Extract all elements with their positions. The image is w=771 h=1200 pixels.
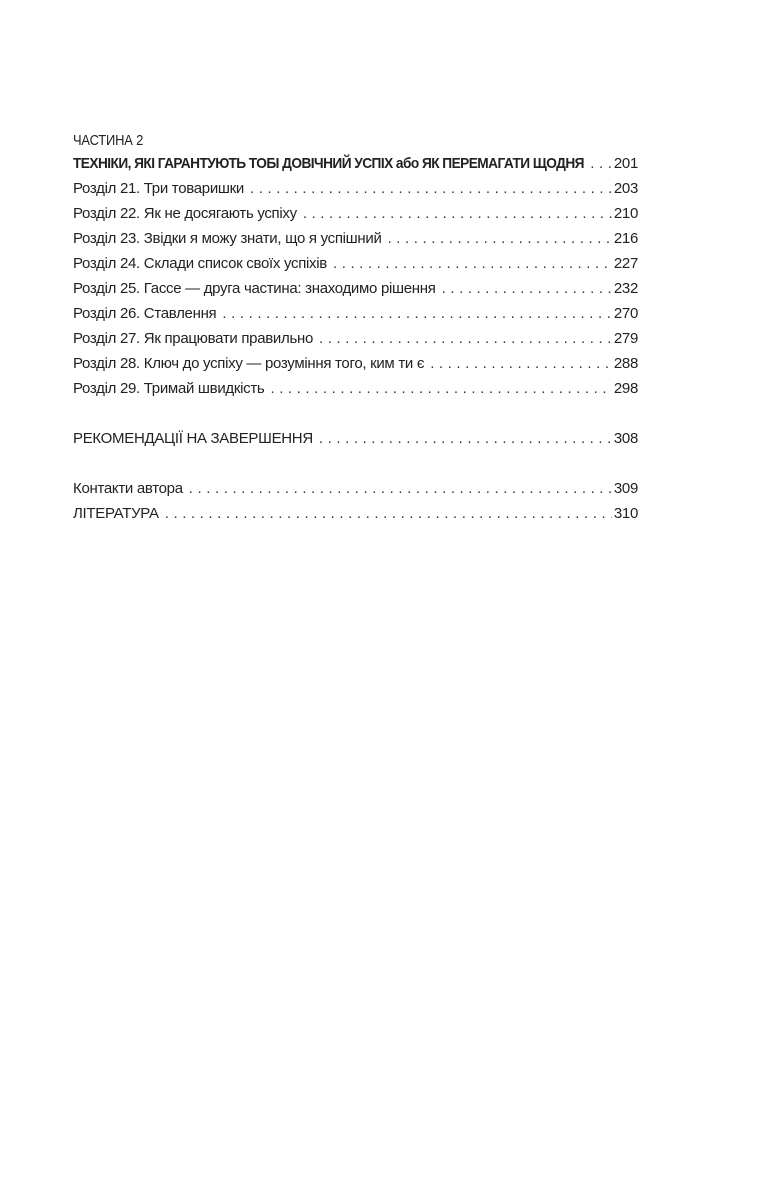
dot-leader <box>333 251 612 276</box>
chapter-title: Розділ 21. Три товаришки <box>73 180 244 197</box>
chapter-title: Розділ 25. Гассе — друга частина: знаходимо рішення <box>73 280 436 297</box>
toc-entry-recommendations <box>73 426 638 451</box>
chapter-title: Розділ 22. Як не досягають успіху <box>73 205 297 222</box>
chapter-title: Розділ 26. Ставлення <box>73 305 217 322</box>
section-spacer <box>73 401 638 426</box>
chapter-page-number: 270 <box>613 305 638 322</box>
chapter-page-number: 298 <box>613 380 638 397</box>
dot-leader <box>250 176 612 201</box>
recommendations-title: РЕКОМЕНДАЦІЇ НА ЗАВЕРШЕННЯ <box>73 430 313 447</box>
toc-entry-literature <box>73 501 638 526</box>
toc-entry-chapter-25 <box>73 276 638 301</box>
chapter-title: Розділ 27. Як працювати правильно <box>73 330 313 347</box>
author-contacts-title: Контакти автора <box>73 480 183 497</box>
chapter-page-number: 232 <box>613 280 638 297</box>
part-page-number: 201 <box>613 155 638 172</box>
chapter-page-number: 279 <box>613 330 638 347</box>
toc-entry-chapter-28 <box>73 351 638 376</box>
part-title-row <box>73 151 638 176</box>
chapter-page-number: 216 <box>613 230 638 247</box>
chapter-title: Розділ 29. Тримай швидкість <box>73 380 265 397</box>
section-spacer <box>73 451 638 476</box>
recommendations-page-number: 308 <box>613 430 638 447</box>
chapter-page-number: 227 <box>613 255 638 272</box>
chapter-page-number: 210 <box>613 205 638 222</box>
part-label: ЧАСТИНА 2 <box>73 132 144 149</box>
dot-leader <box>388 226 612 251</box>
chapter-title: Розділ 28. Ключ до успіху — розуміння того, ким ти є <box>73 355 425 372</box>
dot-leader <box>319 426 612 451</box>
dot-leader <box>442 276 612 301</box>
table-of-contents <box>73 131 638 526</box>
chapter-page-number: 203 <box>613 180 638 197</box>
toc-entry-chapter-26 <box>73 301 638 326</box>
toc-entry-chapter-22 <box>73 201 638 226</box>
chapter-title: Розділ 24. Склади список своїх успіхів <box>73 255 327 272</box>
chapter-page-number: 288 <box>613 355 638 372</box>
dot-leader <box>189 476 612 501</box>
dot-leader <box>590 151 612 176</box>
dot-leader <box>430 351 612 376</box>
toc-entry-chapter-23 <box>73 226 638 251</box>
author-contacts-page-number: 309 <box>613 480 638 497</box>
literature-page-number: 310 <box>613 505 638 522</box>
dot-leader <box>222 301 611 326</box>
toc-entry-chapter-24 <box>73 251 638 276</box>
part-title: ТЕХНІКИ, ЯКІ ГАРАНТУЮТЬ ТОБІ ДОВІЧНИЙ УСПІХ або ЯК ПЕРЕМАГАТИ ЩОДНЯ <box>73 155 584 172</box>
dot-leader <box>165 501 612 526</box>
dot-leader <box>270 376 611 401</box>
literature-title: ЛІТЕРАТУРА <box>73 505 159 522</box>
toc-entry-chapter-29 <box>73 376 638 401</box>
toc-entry-author-contacts <box>73 476 638 501</box>
chapter-title: Розділ 23. Звідки я можу знати, що я успішний <box>73 230 382 247</box>
toc-entry-chapter-21 <box>73 176 638 201</box>
dot-leader <box>303 201 612 226</box>
toc-entry-chapter-27 <box>73 326 638 351</box>
dot-leader <box>319 326 612 351</box>
